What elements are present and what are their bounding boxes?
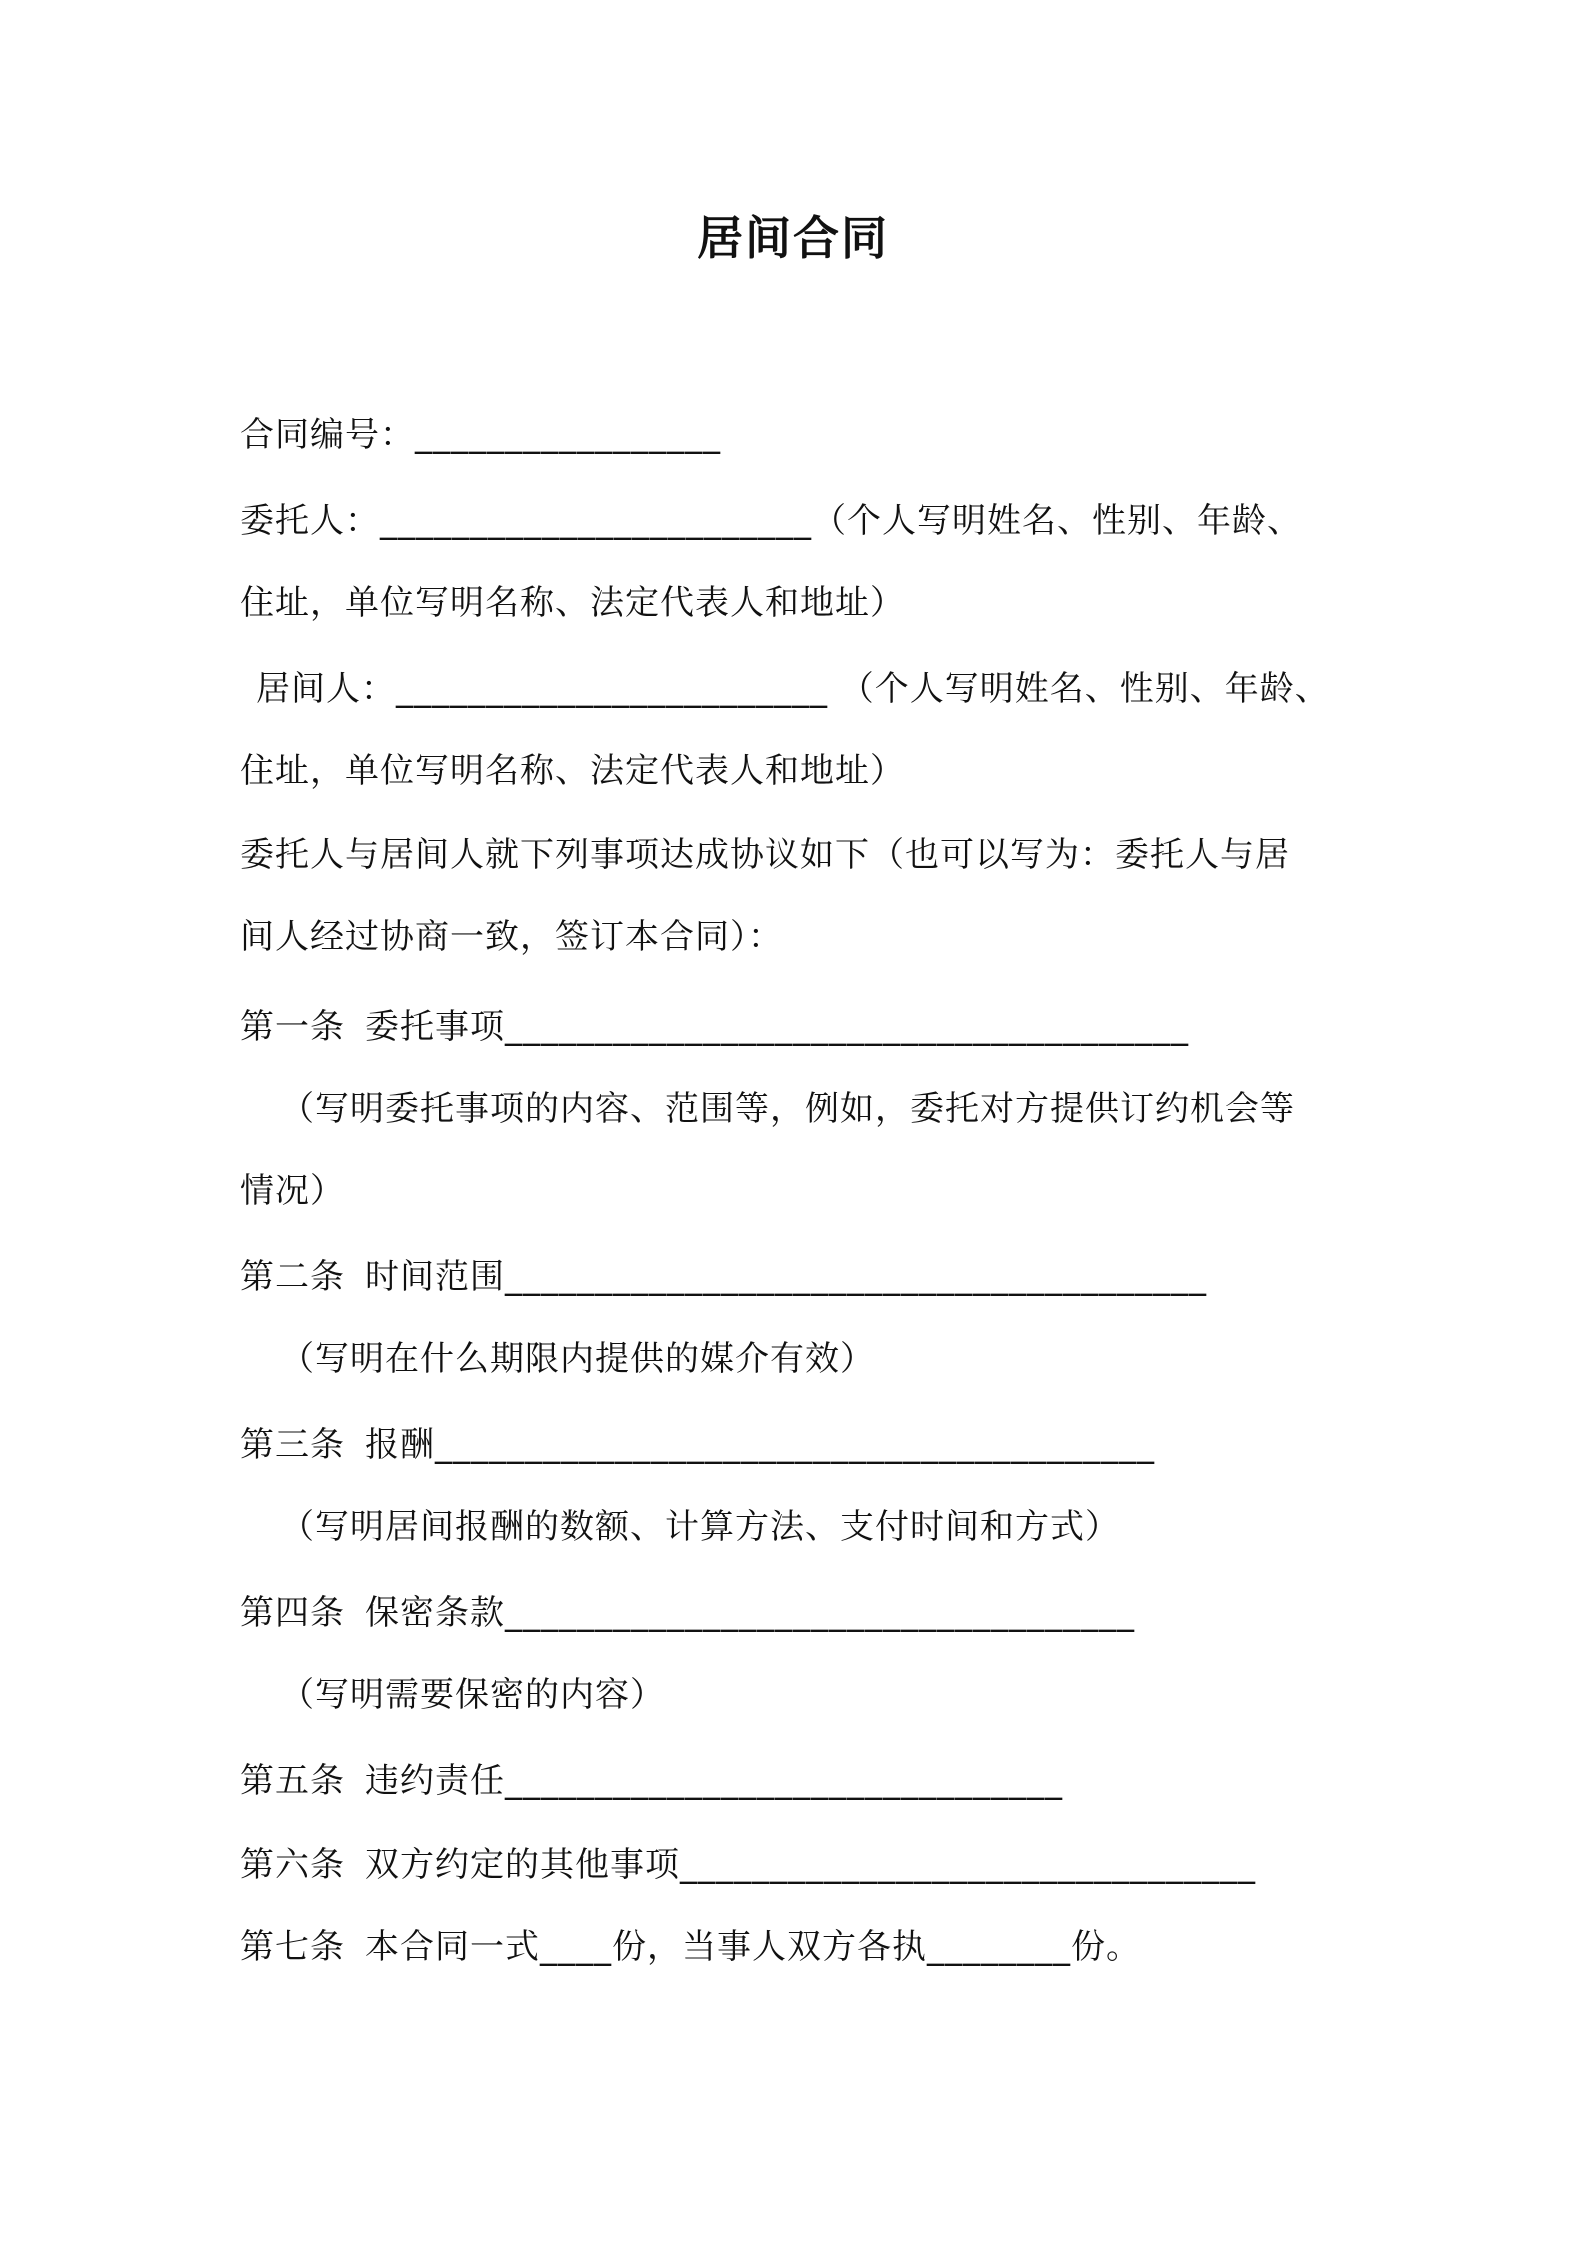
contract-number-line: 合同编号：_________________ xyxy=(240,415,721,455)
article-number: 第二条 xyxy=(240,1257,345,1297)
broker-line-2: 住址，单位写明名称、法定代表人和地址） xyxy=(240,751,905,791)
article-text: 违约责任_______________________________ xyxy=(365,1761,1063,1801)
document-title: 居间合同 xyxy=(697,211,889,265)
article-number: 第七条 xyxy=(240,1927,345,1967)
article-3 xyxy=(240,1420,1155,1470)
article-number: 第四条 xyxy=(240,1593,345,1633)
article-2-note: （写明在什么期限内提供的媒介有效） xyxy=(280,1339,875,1379)
article-2 xyxy=(240,1252,1207,1302)
principal-line-1: 委托人：________________________（个人写明姓名、性别、年龄、 xyxy=(240,501,1302,541)
article-text: 保密条款___________________________________ xyxy=(365,1593,1135,1633)
preamble-line-1: 委托人与居间人就下列事项达成协议如下（也可以写为：委托人与居 xyxy=(240,835,1290,875)
article-4-note: （写明需要保密的内容） xyxy=(280,1675,665,1715)
article-text: 本合同一式____份，当事人双方各执________份。 xyxy=(365,1927,1141,1967)
article-1 xyxy=(240,1002,1189,1052)
article-1-note-line-2: 情况） xyxy=(240,1171,345,1211)
article-4 xyxy=(240,1588,1135,1638)
article-1-note-line-1: （写明委托事项的内容、范围等，例如，委托对方提供订约机会等 xyxy=(280,1089,1295,1129)
principal-line-2: 住址，单位写明名称、法定代表人和地址） xyxy=(240,583,905,623)
broker-line-1: 居间人：________________________ （个人写明姓名、性别、年龄、 xyxy=(256,669,1330,709)
article-number: 第一条 xyxy=(240,1007,345,1047)
article-text: 报酬________________________________________ xyxy=(365,1425,1155,1465)
article-6 xyxy=(240,1840,1256,1890)
article-number: 第三条 xyxy=(240,1425,345,1465)
article-text: 双方约定的其他事项________________________________ xyxy=(365,1845,1256,1885)
article-number: 第六条 xyxy=(240,1845,345,1885)
article-3-note: （写明居间报酬的数额、计算方法、支付时间和方式） xyxy=(280,1507,1120,1547)
preamble-line-2: 间人经过协商一致，签订本合同）： xyxy=(240,917,783,957)
article-5 xyxy=(240,1756,1063,1806)
article-text: 委托事项______________________________________ xyxy=(365,1007,1189,1047)
article-number: 第五条 xyxy=(240,1761,345,1801)
article-text: 时间范围_______________________________________ xyxy=(365,1257,1207,1297)
article-7 xyxy=(240,1922,1141,1972)
